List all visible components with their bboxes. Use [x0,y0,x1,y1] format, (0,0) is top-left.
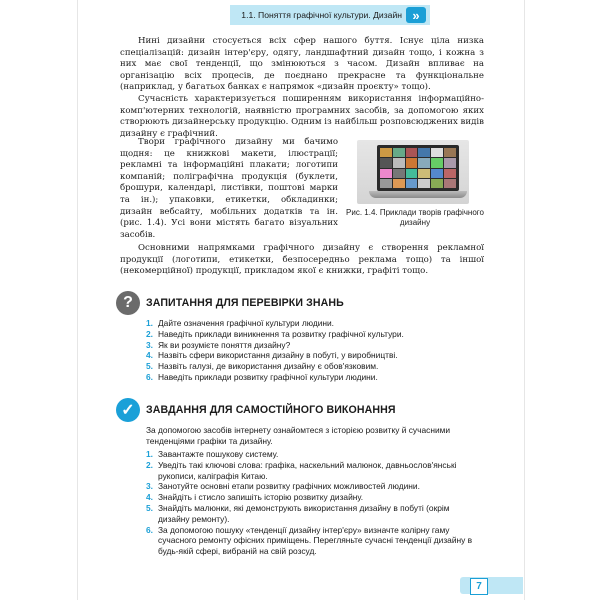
list-item: 6. За допомогою пошуку «тенденції дизайну інтер'єру» визначте колірну гаму сучасного ремонту офісних приміщень. Перегляньте сучасні тенденції дизайну в будь-якій сфері, вибраній на свій розсуд. [146,524,473,557]
question-icon: ? [116,291,140,315]
questions-section-title [116,291,344,315]
intro-paragraphs [120,36,484,140]
list-item: 1. Завантажте пошукову систему. [146,449,279,459]
chapter-title: 1.1. Поняття графічної культури. Дизайн [241,10,402,20]
tasks-section-title [116,398,396,422]
list-item: 4. Назвіть сфери використання дизайну в побуті, у виробництві. [146,350,398,361]
checkmark-icon: ✓ [116,398,140,422]
page-number: 7 [470,578,488,595]
paragraph-wrap-container [120,137,338,241]
paragraph-after-container [120,243,484,278]
list-item: 5. Назвіть галузі, де використання дизайну є обов'язковим. [146,361,379,372]
tasks-title: ЗАВДАННЯ ДЛЯ САМОСТІЙНОГО ВИКОНАННЯ [146,404,396,416]
chapter-header [230,5,430,25]
paragraph-3: Твори графічного дизайну ми бачимо щодня: це книжкові макети, ілюстрації; рекламні та інформаційні плакати; логотипи компаній; поліграфічна продукція (буклети, брошури, календарі, листівки, поштові марки та ін.); упаковки, етикетки, обкладинки; дизайн вебсайту, мобільних додатків та ін. (рис. 1.4). Усі вони містять багато візуальних засобів. [120,137,338,240]
double-chevron-right-icon[interactable]: » [406,7,426,23]
list-item: 6. Наведіть приклади розвитку графічної культури людини. [146,371,378,382]
paragraph-4: Основними напрямками графічного дизайну є створення рекламної продукції (логотипи, етикетки, безпосередньо реклама тощо) та іншої (некомерційної) продукції, прикладом якої є книжки, графіті тощо. [120,243,484,277]
tasks-list [146,449,476,557]
laptop-base [369,191,467,198]
list-item: 2. Наведіть приклади виникнення та розвитку графічної культури. [146,328,404,339]
tasks-intro: За допомогою засобів інтернету ознайомтеся з історією розвитку й сучасними тенденціями графіки та дизайну. [146,425,451,446]
questions-title: ЗАПИТАННЯ ДЛЯ ПЕРЕВІРКИ ЗНАНЬ [146,297,344,309]
list-item: 2. Уведіть такі ключові слова: графіка, наскельний малюнок, давньослов'янські рукописи, каліграфія Китаю. [146,459,457,481]
paragraph-2: Сучасність характеризується поширенням використання інформаційно-комп'ютерних технологій, наявністю програмних засобів, за допомогою яких створюють дизайнерську продукцію. Одним із найбільш розповсюджених видів дизайну є графічний. [120,93,484,139]
list-item: 3. Занотуйте основні етапи розвитку графічних можливостей людини. [146,481,420,492]
list-item: 4. Знайдіть і стисло запишіть історію розвитку дизайну. [146,492,364,503]
questions-list [146,318,476,383]
figure-1-4 [345,140,485,230]
list-item: 3. Як ви розумієте поняття дизайну? [146,339,291,350]
paragraph-1: Нині дизайни стосується всіх сфер нашого буття. Існує ціла низка спеціалізацій: дизайн інтер'єру, одягу, ландшафтний дизайн тощо, і кожна з них має свої тенденції, що змінюються з часом. Дизайн впливає на організацію всіх процесів, де поєднано прекрасне та функціональне (наприклад, у багатьох банках є напрямок «дизайн проєкту» тощо). [120,36,484,93]
figure-caption: Рис. 1.4. Приклади творів графічного дизайну [346,208,484,227]
list-item: 1. Дайте означення графічної культури людини. [146,318,335,328]
list-item: 5. Знайдіть малюнки, які демонструють використання дизайну в побуті (окрім дизайну ремонту). [146,502,450,524]
laptop-screen [377,145,459,191]
laptop-photo [357,140,469,204]
